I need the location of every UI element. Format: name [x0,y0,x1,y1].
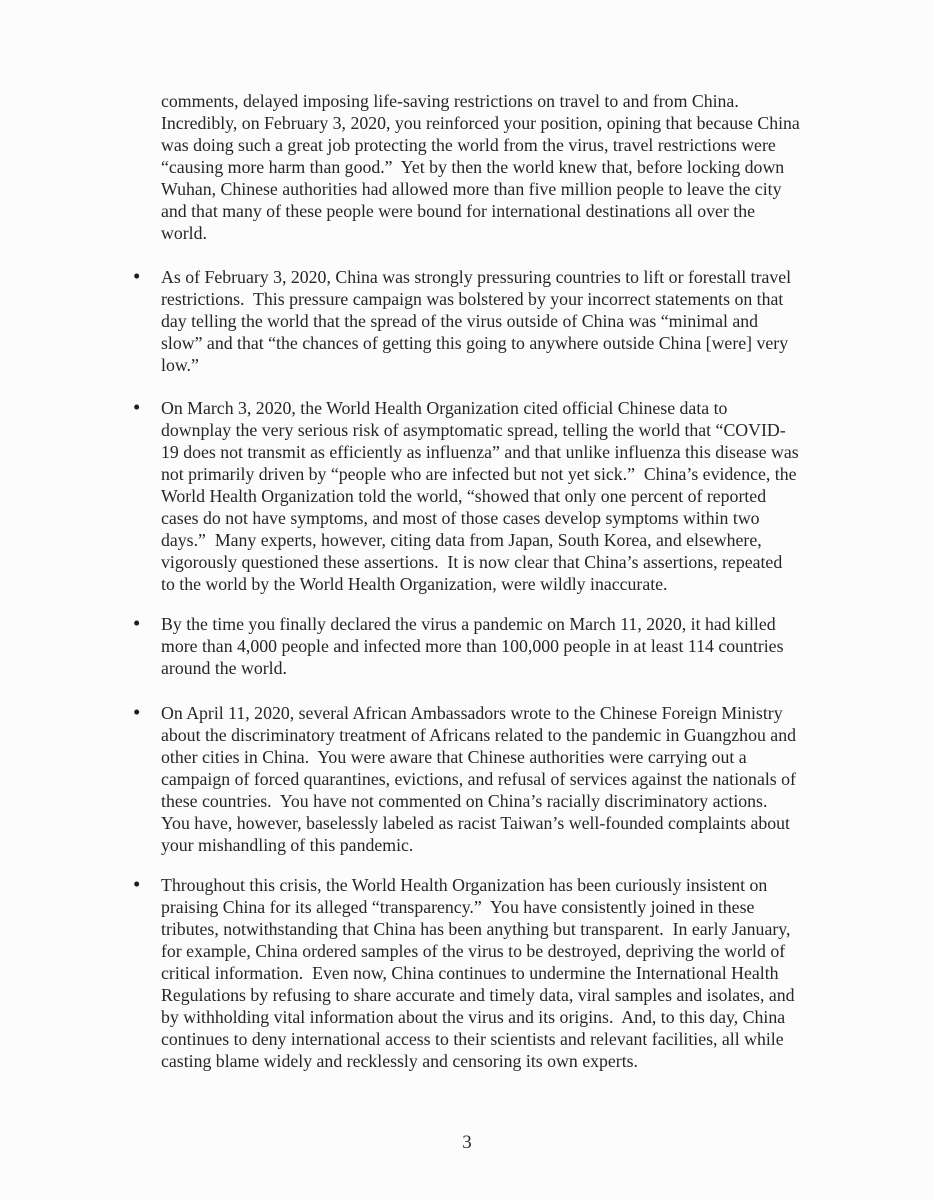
text-line: World Health Organization told the world, “showed that only one percent of reported [161,486,767,506]
text-line: not primarily driven by “people who are infected but not yet sick.” China’s evidence, the [161,464,797,484]
bullet-text [161,613,861,679]
text-line: tributes, notwithstanding that China has been anything but transparent. In early January, [161,919,791,939]
text-line: You have, however, baselessly labeled as racist Taiwan’s well-founded complaints about [161,813,790,833]
text-line: your mishandling of this pandemic. [161,835,414,855]
text-line: critical information. Even now, China continues to undermine the International Health [161,963,779,983]
text-line: cases do not have symptoms, and most of those cases develop symptoms within two [161,508,760,528]
text-line: restrictions. This pressure campaign was bolstered by your incorrect statements on that [161,289,784,309]
text-line: Incredibly, on February 3, 2020, you reinforced your position, opining that because China [161,113,800,133]
text-line: praising China for its alleged “transparency.” You have consistently joined in these [161,897,755,917]
text-line: for example, China ordered samples of the virus to be destroyed, depriving the world of [161,941,786,961]
text-line: On April 11, 2020, several African Ambassadors wrote to the Chinese Foreign Ministry [161,703,783,723]
text-line: continues to deny international access to their scientists and relevant facilities, all while [161,1029,784,1049]
text-line: 19 does not transmit as efficiently as influenza” and that unlike influenza this disease was [161,442,799,462]
bullet-text [161,397,861,595]
text-line: campaign of forced quarantines, evictions, and refusal of services against the nationals of [161,769,796,789]
text-line: world. [161,223,207,243]
text-line: On March 3, 2020, the World Health Organization cited official Chinese data to [161,398,728,418]
text-line: was doing such a great job protecting the world from the virus, travel restrictions were [161,135,776,155]
text-line: about the discriminatory treatment of Africans related to the pandemic in Guangzhou and [161,725,796,745]
text-line: and that many of these people were bound for international destinations all over the [161,201,756,221]
bullet-marker: • [133,395,141,419]
text-line: low.” [161,355,199,375]
text-line: As of February 3, 2020, China was strongly pressuring countries to lift or forestall travel [161,267,792,287]
text-line: Wuhan, Chinese authorities had allowed more than five million people to leave the city [161,179,782,199]
text-line: Throughout this crisis, the World Health Organization has been curiously insistent on [161,875,768,895]
bullet-item [133,611,861,679]
text-line: day telling the world that the spread of the virus outside of China was “minimal and [161,311,759,331]
text-line: days.” Many experts, however, citing data from Japan, South Korea, and elsewhere, [161,530,762,550]
text-line: downplay the very serious risk of asymptomatic spread, telling the world that “COVID- [161,420,786,440]
bullet-item [133,872,861,1072]
bullet-item [133,395,861,595]
page-number: 3 [462,1132,472,1153]
text-line: slow” and that “the chances of getting this going to anywhere outside China [were] very [161,333,789,353]
text-line: By the time you finally declared the virus a pandemic on March 11, 2020, it had killed [161,614,776,634]
text-line: to the world by the World Health Organization, were wildly inaccurate. [161,574,668,594]
bullet-item [133,700,861,856]
bullet-text [161,266,861,376]
text-line: casting blame widely and recklessly and censoring its own experts. [161,1051,639,1071]
text-line: vigorously questioned these assertions. It is now clear that China’s assertions, repeated [161,552,783,572]
text-line: other cities in China. You were aware that Chinese authorities were carrying out a [161,747,747,767]
text-line: “causing more harm than good.” Yet by then the world knew that, before locking down [161,157,785,177]
text-line: Regulations by refusing to share accurate and timely data, viral samples and isolates, and [161,985,795,1005]
text-line: around the world. [161,658,287,678]
text-line: by withholding vital information about the virus and its origins. And, to this day, China [161,1007,786,1027]
bullet-marker: • [133,700,141,724]
bullet-text [161,874,861,1072]
intro-paragraph [161,90,861,244]
bullet-marker: • [133,264,141,288]
bullet-item [133,264,861,376]
bullet-text [161,702,861,856]
text-line: comments, delayed imposing life-saving restrictions on travel to and from China. [161,91,739,111]
text-line: these countries. You have not commented on China’s racially discriminatory actions. [161,791,768,811]
text-line: more than 4,000 people and infected more than 100,000 people in at least 114 countries [161,636,784,656]
bullet-marker: • [133,872,141,896]
bullet-marker: • [133,611,141,635]
